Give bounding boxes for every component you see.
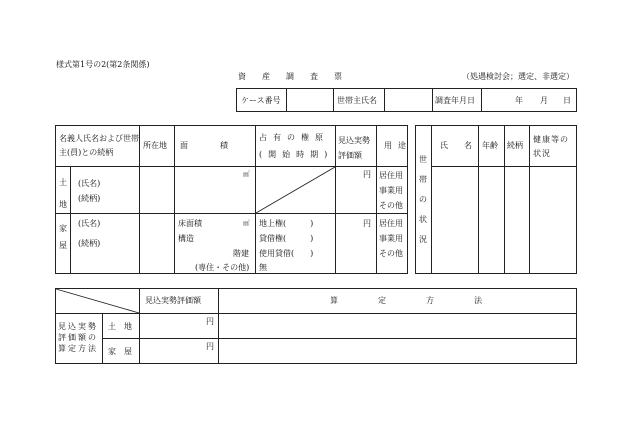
land-use-other: その他 [379,201,403,210]
valuation-land-method-field[interactable] [219,314,576,338]
col-occupancy-sub: (開始時期) [259,150,334,159]
survey-date-year: 年 [515,96,523,105]
case-number-field[interactable] [287,89,333,111]
land-use-business: 事業用 [379,186,403,195]
land-row-label: 土地 [59,178,67,209]
valuation-land-yen-unit: 円 [206,317,214,326]
house-right-none: 無 [259,263,267,272]
householder-name-field[interactable] [385,89,432,111]
col-valuation-value: 見込実勢評価額 [145,296,201,305]
land-owner-relation-label: (続柄) [78,194,101,203]
land-owner-name-label: (氏名) [78,179,101,188]
house-owner-name-label: (氏名) [78,219,101,228]
title-note: （処遇検討会；選定、非選定） [462,72,574,81]
col-owner-name: 名義人氏名および世帯主(員)との続柄 [59,134,139,157]
house-row-label: 家屋 [59,224,67,250]
page-title: 資 産 調 査 票 [238,72,342,81]
house-use-business: 事業用 [379,234,403,243]
col-area: 面 積 [180,141,228,150]
valuation-method-label: 見込実勢評価額の算定方法 [58,322,98,353]
house-right-superficies: 地上権( ) [259,219,314,228]
col-member-name: 氏 名 [440,141,472,150]
land-use-residential: 居住用 [379,171,403,180]
col-member-age: 年齢 [482,141,498,150]
col-use: 用途 [384,141,412,150]
house-use-other: その他 [379,249,403,258]
col-occupancy: 占有の権原 [259,133,329,142]
valuation-house-yen-unit: 円 [206,342,214,351]
col-estimated-value: 見込実勢評価額 [338,136,370,160]
survey-date-month: 月 [540,96,548,105]
householder-name-label: 世帯主氏名 [337,96,377,105]
house-value-unit: 円 [363,219,371,228]
form-id: 様式第1号の2(第2条関係) [56,60,150,69]
house-right-lease: 貸借権( ) [259,234,314,243]
survey-date-field[interactable] [482,89,576,111]
valuation-house-method-field[interactable] [219,339,576,363]
survey-date-label: 調査年月日 [435,96,475,105]
house-structure-label: 構造 [178,234,194,243]
land-area-unit: ㎡ [243,170,250,178]
valuation-land-label: 土地 [108,322,140,331]
household-status-label: 世帯の状況 [419,155,427,244]
house-owner-relation-label: (続柄) [78,239,101,248]
col-member-health: 健康等の状況 [533,135,569,158]
col-member-relation: 続柄 [507,141,523,150]
house-floors-note: (専住・その他) [195,263,250,272]
house-floor-area-label: 床面積 [178,219,202,228]
col-location: 所在地 [143,141,167,150]
house-right-loan-for-use: 使用貸借( ) [259,249,314,258]
valuation-house-label: 家屋 [108,347,140,356]
land-occupancy-diagonal [256,167,335,213]
survey-date-day: 日 [563,96,571,105]
valuation-header-diagonal [56,289,139,313]
case-number-label: ケース番号 [241,96,281,105]
col-calculation-method: 算 定 方 法 [330,296,490,305]
house-floors-label: 階建 [233,249,249,258]
land-location-field[interactable] [140,167,174,213]
land-value-unit: 円 [363,170,371,179]
house-use-residential: 居住用 [379,219,403,228]
house-area-unit: ㎡ [243,219,250,227]
